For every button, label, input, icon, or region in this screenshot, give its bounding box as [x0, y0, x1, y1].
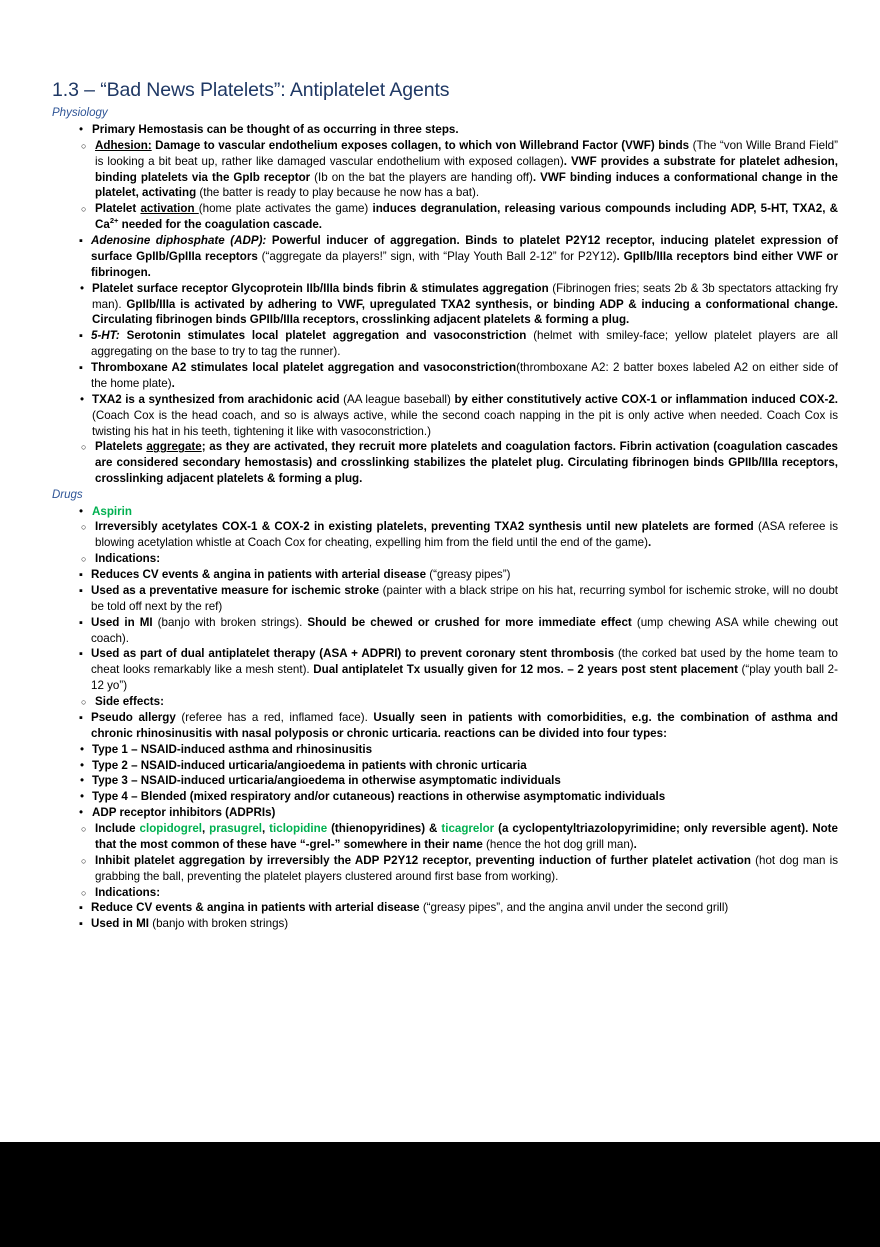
activation-sublist — [79, 233, 838, 281]
adpri-sep-2: , — [262, 822, 270, 836]
txa2-sublist — [80, 392, 838, 440]
aspirin-mech-plain-1: (ASA referee is blowing acetylation whistle at Coach Cox for cheating, expelling him from the field until the end of the game) — [95, 520, 838, 550]
adp-bold-1: Powerful inducer of aggregation. Binds to platelet P2Y12 receptor, inducing platelet expression of surface GpIIb/GpIIIa receptors — [91, 234, 838, 263]
bullet-circle-icon — [81, 694, 95, 710]
indication-bold-1: Used as a preventative measure for ischemic stroke — [91, 583, 380, 597]
adpri-include-bold-2: . — [633, 837, 637, 851]
indication-plain-2: (“play youth ball 2-12 yo”) — [91, 663, 838, 693]
pseudo-allergy-bold-2: Usually seen in patients with comorbidities, e.g. the combination of asthma and chronic rhinosinusitis with nasal polyposis or chronic urticaria. reactions can be divided into four types: — [91, 710, 838, 740]
drug-name-prasugrel: prasugrel — [209, 822, 263, 836]
list-item-adpri — [79, 805, 838, 821]
list-item-platelet-activation — [81, 201, 838, 233]
txa2sub-plain-1: (AA league baseball) — [339, 392, 455, 406]
list-item — [79, 646, 838, 694]
adhesion-bold-3: . VWF binding induces a conformational change in the platelet, activating — [95, 170, 838, 200]
fiveht-label: 5-HT: — [91, 329, 120, 343]
adpri-inhibit-plain-1: (hot dog man is grabbing the ball, preventing the platelet players clustered around first base from working). — [95, 853, 838, 883]
activation-bold-2: needed for the coagulation cascade. — [118, 218, 323, 232]
section-heading-physiology: Physiology — [52, 107, 108, 120]
adp-label: Adenosine diphosphate (ADP): — [91, 234, 267, 248]
gpiibiiia-plain-1: (Fibrinogen fries; seats 2b & 3b spectators attacking fry man). — [92, 281, 838, 311]
aspirin-mech-bold-2: . — [647, 536, 652, 550]
bullet-disc-icon — [80, 392, 94, 408]
adhesion-plain-2: (Ib on the bat the players are handing off) — [310, 170, 533, 184]
bullet-square-icon — [79, 360, 93, 376]
bullet-circle-icon — [81, 551, 95, 567]
bullet-disc-icon — [80, 281, 94, 297]
activation-superscript: 2+ — [109, 216, 119, 226]
adpri-include-plain-1: (hence the hot dog grill man) — [482, 837, 634, 851]
adp-plain-1: (“aggregate da players!” sign, with “Play Youth Ball 2-12” for P2Y12) — [257, 249, 617, 263]
list-item-5ht — [79, 328, 838, 360]
adhesion-plain-1: (The “von Wille Brand Field” is looking a bit beat up, rather like damaged vascular endothelium with exposed collagen) — [95, 138, 838, 168]
drug-name-clopidogrel: clopidogrel — [139, 822, 203, 836]
gpiibiiia-bold-1: Platelet surface receptor Glycoprotein IIb/IIIa binds fibrin & stimulates aggregation — [92, 281, 549, 295]
list-item — [79, 567, 838, 583]
indication-plain-1: (painter with a black stripe on his hat, recurring symbol for ischemic stroke, will no doubt be told off next by the ref) — [91, 583, 839, 613]
bullet-disc-icon — [80, 773, 94, 789]
txa2sub-bold-1: TXA2 is a synthesized from arachidonic acid — [92, 392, 340, 406]
adp-sublist — [80, 281, 838, 329]
bullet-square-icon — [79, 615, 93, 631]
bullet-disc-icon — [79, 805, 93, 821]
activation-plain-1: (home plate activates the game) — [198, 202, 373, 216]
bullet-square-icon — [79, 916, 93, 932]
indication-bold-1: Used in MI — [91, 615, 153, 629]
physiology-sublist-3 — [81, 439, 838, 487]
adpri-sep-1: , — [202, 822, 210, 836]
bullet-circle-icon — [81, 519, 95, 535]
bullet-square-icon — [79, 583, 93, 599]
indication-plain-1: (“greasy pipes”, and the angina anvil under the second grill) — [419, 901, 729, 915]
list-item-txa2 — [79, 360, 838, 392]
adpri-include-pre: Include — [95, 822, 140, 836]
aspirin-sublist — [81, 519, 838, 567]
bottom-black-bar — [0, 1142, 880, 1247]
list-item — [79, 900, 838, 916]
list-item-adpri-indications-label — [81, 885, 838, 901]
bullet-circle-icon — [81, 201, 95, 217]
activation-sublist-2 — [79, 328, 838, 392]
aspirin-mech-bold-1: Irreversibly acetylates COX-1 & COX-2 in existing platelets, preventing TXA2 synthesis until new platelets are formed — [95, 520, 754, 534]
adhesion-plain-3: (the batter is ready to play because he now has a bat). — [196, 186, 480, 200]
bullet-disc-icon — [80, 758, 94, 774]
adpri-include-mid: (thienopyridines) & — [327, 822, 442, 836]
activation-underline-label: activation — [140, 202, 199, 216]
activation-bold-label: Platelet — [95, 202, 141, 216]
activation-bold-1: induces degranulation, releasing various compounds including ADP, 5-HT, TXA2, & Ca — [95, 202, 838, 232]
aspirin-side-effects — [81, 694, 838, 710]
adpri-indications-label: Indications: — [95, 885, 161, 899]
list-item-primary-hemostasis — [79, 122, 838, 138]
gpiibiiia-bold-2: GpIIb/IIIa is activated by adhering to VWF, upregulated TXA2 synthesis, or binding ADP & inducing a conformational change. Circulating fibrinogen binds GPIIb/IIIa receptors, crosslinking adjacent platelets & forming a plug. — [92, 297, 838, 327]
aspirin-indications-list — [79, 567, 838, 694]
adp-bold-2: . GpIIb/IIIa receptors bind either VWF or fibrinogen. — [91, 249, 838, 279]
list-item — [80, 758, 838, 774]
adpri-sublist — [81, 821, 838, 900]
physiology-sublist — [81, 138, 838, 233]
fiveht-bold-1: Serotonin stimulates local platelet aggregation and vasoconstriction — [119, 329, 527, 343]
aggregate-underline-label: aggregate — [146, 440, 202, 454]
adhesion-label: Adhesion: — [95, 138, 152, 152]
bullet-disc-icon — [79, 122, 93, 138]
bullet-square-icon — [79, 710, 93, 726]
physiology-list — [79, 122, 838, 138]
bullet-circle-icon — [81, 439, 95, 455]
indication-plain-1: (the corked bat used by the home team to cheat looks remarkably like a mesh stent). — [91, 647, 838, 677]
list-item-aspirin — [79, 504, 838, 520]
list-item-txa2-synthesis — [80, 392, 838, 440]
txa2-bold-1: Thromboxane A2 stimulates local platelet aggregation and vasoconstriction — [91, 361, 517, 375]
list-item-adpri-inhibit — [81, 853, 838, 885]
list-item-aspirin-side-effects-label — [81, 694, 838, 710]
list-item-aspirin-mechanism — [81, 519, 838, 551]
list-item-adpri-include — [81, 821, 838, 853]
list-item — [79, 583, 838, 615]
txa2-bold-2: . — [171, 376, 175, 390]
indication-bold-1: Reduce CV events & angina in patients with arterial disease — [91, 901, 420, 915]
list-item — [80, 789, 838, 805]
allergy-type-text: Type 1 – NSAID-induced asthma and rhinosinusitis — [92, 742, 373, 756]
bullet-circle-icon — [81, 853, 95, 869]
drugs-list-2 — [79, 805, 838, 821]
indication-bold-2: Dual antiplatelet Tx usually given for 12 mos. – 2 years post stent placement — [313, 663, 738, 677]
aspirin-indications-label: Indications: — [95, 552, 161, 566]
bullet-circle-icon — [81, 885, 95, 901]
list-item — [80, 742, 838, 758]
indication-bold-1: Reduces CV events & angina in patients with arterial disease — [91, 568, 427, 582]
bullet-square-icon — [79, 233, 93, 249]
drug-name-ticagrelor: ticagrelor — [441, 822, 495, 836]
indication-plain-1: (“greasy pipes”) — [426, 568, 511, 582]
bullet-disc-icon — [80, 789, 94, 805]
adpri-indications-list — [79, 900, 838, 932]
aggregate-bold-pre: Platelets — [95, 440, 147, 454]
adhesion-bold-2: . VWF provides a substrate for platelet adhesion, binding platelets via the GpIb receptor — [95, 154, 838, 184]
bullet-circle-icon — [81, 821, 95, 837]
pseudo-allergy-bold-1: Pseudo allergy — [91, 710, 176, 724]
aggregate-bold-1: ; as they are activated, they recruit more platelets and coagulation factors. Fibrin activation (coagulation cascades are considered secondary hemostasis) and crosslinking stabilizes the platelet plug. Circulating fibrinogen binds GPIIb/IIIa receptors, crosslinking adjacent platelets & forming a plug. — [95, 440, 838, 486]
list-item — [79, 916, 838, 932]
bullet-square-icon — [79, 328, 93, 344]
indication-plain-1: (banjo with broken strings) — [148, 917, 289, 931]
list-item-gpiibiiia — [80, 281, 838, 329]
txa2sub-plain-2: (Coach Cox is the head coach, and so is always active, while the second coach napping in the pit is only active when needed. Coach Cox is twisting his hat in his teeth, tightening it like with vasoconstriction.) — [92, 408, 838, 438]
drug-name-aspirin: Aspirin — [92, 504, 132, 518]
list-item-adhesion — [81, 138, 838, 202]
allergy-type-text: Type 2 – NSAID-induced urticaria/angioedema in patients with chronic urticaria — [92, 758, 527, 772]
bullet-disc-icon — [79, 504, 93, 520]
indication-bold-1: Used in MI — [91, 917, 149, 931]
list-item-pseudo-allergy — [79, 710, 838, 742]
fiveht-plain-1: (helmet with smiley-face; yellow platelet players are all aggregating on the base to try to tag the runner). — [91, 329, 838, 359]
list-item-adp — [79, 233, 838, 281]
indication-bold-1: Used as part of dual antiplatelet therapy (ASA + ADPRI) to prevent coronary stent thrombosis — [91, 647, 615, 661]
drug-name-ticlopidine: ticlopidine — [269, 822, 328, 836]
txa2sub-bold-2: by either constitutively active COX-1 or inflammation induced COX-2. — [454, 392, 838, 406]
pseudo-allergy-list — [79, 710, 838, 742]
bullet-square-icon — [79, 567, 93, 583]
allergy-type-text: Type 3 – NSAID-induced urticaria/angioedema in otherwise asymptomatic individuals — [92, 774, 561, 788]
drug-class-adpri: ADP receptor inhibitors (ADPRIs) — [92, 806, 276, 820]
list-item — [79, 615, 838, 647]
page-title: 1.3 – “Bad News Platelets”: Antiplatelet Agents — [52, 79, 450, 101]
list-item — [80, 773, 838, 789]
aspirin-side-effects-label: Side effects: — [95, 695, 164, 709]
indication-plain-1: (banjo with broken strings). — [152, 615, 308, 629]
drugs-list — [79, 504, 838, 520]
bullet-disc-icon — [80, 742, 94, 758]
allergy-types-list — [80, 742, 838, 806]
allergy-type-text: Type 4 – Blended (mixed respiratory and/or cutaneous) reactions in otherwise asymptomatic individuals — [92, 790, 666, 804]
adpri-inhibit-bold-1: Inhibit platelet aggregation by irreversibly the ADP P2Y12 receptor, preventing induction of further platelet activation — [95, 853, 751, 867]
indication-bold-2: Should be chewed or crushed for more immediate effect — [307, 615, 632, 629]
txa2-plain-1: (thromboxane A2: 2 batter boxes labeled A2 on either side of the home plate) — [91, 361, 838, 390]
list-item-aspirin-indications-label — [81, 551, 838, 567]
list-item-aggregate — [81, 439, 838, 487]
pseudo-allergy-plain-1: (referee has a red, inflamed face). — [175, 710, 374, 724]
primary-hemostasis-text: Primary Hemostasis can be thought of as occurring in three steps. — [92, 122, 459, 136]
adpri-include-bold-1: (a cyclopentyltriazolopyrimidine; only reversible agent). Note that the most common of these have “-grel-” somewhere in their name — [95, 822, 838, 851]
section-heading-drugs: Drugs — [52, 489, 83, 502]
adhesion-bold-1: Damage to vascular endothelium exposes collagen, to which von Willebrand Factor (VWF) binds — [151, 138, 690, 152]
bullet-square-icon — [79, 646, 93, 662]
indication-plain-2: (ump chewing ASA while chewing out coach). — [91, 615, 838, 645]
bullet-square-icon — [79, 900, 93, 916]
bullet-circle-icon — [81, 138, 95, 154]
